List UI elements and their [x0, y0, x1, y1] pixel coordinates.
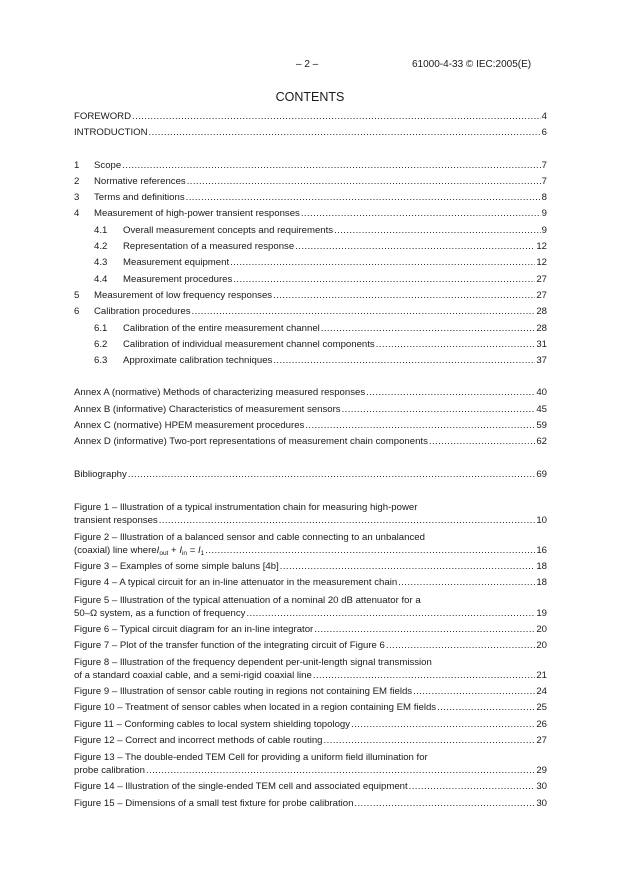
toc-entry[interactable] [74, 499, 547, 529]
dot-leader [314, 622, 535, 638]
toc-entry-last-line [74, 544, 547, 557]
toc-entry[interactable] [74, 779, 547, 795]
toc-entry-title: Figure 3 – Examples of some simple baluns [4b] [74, 560, 279, 572]
toc-entry-title: Measurement equipment [123, 257, 230, 269]
toc-page-number: 25 [536, 702, 547, 714]
toc-entry-title-line: (coaxial) line where [74, 544, 157, 556]
dot-leader [313, 669, 535, 682]
toc-entry-title: Representation of a measured response [123, 241, 295, 253]
formula-symbol: I [179, 544, 182, 556]
toc-page-number: 29 [536, 765, 547, 777]
dot-leader [273, 288, 535, 304]
toc-page-number: 10 [536, 514, 547, 526]
toc-entry-title: Measurement of high-power transient responses [94, 208, 300, 220]
toc-page-number: 4 [541, 111, 547, 122]
toc-entry[interactable] [74, 353, 547, 369]
dot-leader [273, 353, 535, 369]
dot-leader [122, 158, 540, 174]
dot-leader [246, 607, 535, 620]
toc-entry[interactable] [74, 190, 547, 206]
toc-entry-title-line: Figure 5 – Illustration of the typical attenuation of a nominal 20 dB attenuator for a [74, 594, 421, 606]
dot-leader [409, 779, 536, 795]
dot-leader [354, 796, 535, 812]
toc-entry[interactable] [74, 575, 547, 591]
toc-entry[interactable] [74, 749, 547, 779]
toc-entry-title: Bibliography [74, 468, 127, 480]
dot-leader [321, 321, 536, 337]
formula-subscript: 1 [200, 549, 205, 557]
toc-entry-number: 4.3 [94, 257, 108, 269]
dot-leader [301, 206, 541, 222]
toc-entry-number: 2 [74, 175, 80, 187]
toc-page-number: 30 [536, 781, 547, 793]
toc-page-number: 28 [536, 322, 547, 334]
toc-page-number: 24 [536, 686, 547, 698]
toc-entry[interactable] [74, 125, 547, 141]
toc-entry-title: Normative references [94, 175, 186, 187]
formula-operator: + [168, 544, 180, 556]
toc-entry[interactable] [74, 174, 547, 190]
toc-entry-number: 4.4 [94, 273, 108, 285]
toc-entry-title: Calibration of the entire measurement channel [123, 322, 320, 334]
toc-page-number: 16 [536, 544, 547, 556]
standard-reference: 61000-4-33 © IEC:2005(E) [412, 59, 532, 70]
toc-entry-number: 6.1 [94, 322, 108, 334]
toc-page-number: 18 [536, 577, 547, 589]
toc-entry-title-line: Figure 1 – Illustration of a typical instrumentation chain for measuring high-power [74, 501, 418, 513]
toc-page-number: 27 [536, 735, 547, 747]
toc-entry-title-line: probe calibration [74, 765, 145, 777]
dot-leader [398, 575, 535, 591]
toc-page-number: 31 [536, 338, 547, 350]
toc-entry-title: Figure 7 – Plot of the transfer function of the integrating circuit of Figure 6 [74, 639, 385, 651]
toc-entry-title: Annex C (normative) HPEM measurement procedures [74, 420, 305, 432]
dot-leader [437, 700, 535, 716]
toc-entry[interactable] [74, 206, 547, 222]
toc-entry[interactable] [74, 402, 547, 418]
toc-entry-title: Figure 15 – Dimensions of a small test fixture for probe calibration [74, 797, 354, 809]
toc-entry-title: Figure 14 – Illustration of the single-ended TEM cell and associated equipment [74, 781, 408, 793]
toc-entry[interactable] [74, 109, 547, 125]
toc-group-bibliography [74, 467, 547, 483]
dot-leader [334, 223, 541, 239]
formula-subscript: out [159, 549, 169, 557]
toc-page-number: 6 [541, 127, 547, 139]
toc-entry[interactable] [74, 684, 547, 700]
toc-entry-title-line: of a standard coaxial cable, and a semi-rigid coaxial line [74, 670, 312, 682]
toc-entry[interactable] [74, 622, 547, 638]
toc-entry-title: Annex B (informative) Characteristics of measurement sensors [74, 403, 341, 415]
toc-entry-number: 4 [74, 208, 80, 220]
toc-entry-title: Measurement procedures [123, 273, 233, 285]
dot-leader [305, 418, 535, 434]
dot-leader [186, 190, 541, 206]
toc-page-number: 12 [536, 241, 547, 253]
toc-page-number: 21 [536, 670, 547, 682]
toc-entry-title: Figure 6 – Typical circuit diagram for an in-line integrator [74, 623, 314, 635]
toc-entry[interactable] [74, 559, 547, 575]
toc-entry-number: 4.2 [94, 241, 108, 253]
toc-entry-title-line: transient responses [74, 514, 158, 526]
toc-entry-number: 1 [74, 159, 80, 171]
toc-page-number: 20 [536, 623, 547, 635]
toc-entry-title: Approximate calibration techniques [123, 355, 273, 367]
page-number: – 2 – [296, 59, 319, 70]
dot-leader [324, 733, 536, 749]
toc-entry[interactable] [74, 796, 547, 812]
toc-entry-title-line: Figure 2 – Illustration of a balanced sensor and cable connecting to an unbalanced [74, 531, 425, 543]
dot-leader [187, 174, 541, 190]
toc-entry[interactable] [74, 255, 547, 271]
dot-leader [159, 514, 536, 527]
toc-entry-number: 6.3 [94, 355, 108, 367]
dot-leader [429, 434, 535, 450]
toc-group-annexes [74, 385, 547, 450]
toc-entry-title: Figure 9 – Illustration of sensor cable routing in regions not containing EM fields [74, 686, 413, 698]
formula [157, 544, 205, 560]
toc-entry[interactable] [74, 272, 547, 288]
toc-page-number: 27 [536, 289, 547, 301]
toc-group-figures [74, 499, 547, 812]
toc-page-number: 62 [536, 436, 547, 448]
dot-leader [149, 125, 541, 141]
toc-entry-number: 6.2 [94, 338, 108, 350]
toc-page-number: 7 [541, 159, 547, 171]
toc-entry-last-line [74, 514, 547, 527]
toc-entry[interactable] [74, 654, 547, 684]
dot-leader [192, 304, 536, 320]
toc-entry[interactable] [74, 434, 547, 450]
toc-page-number: 9 [541, 208, 547, 220]
dot-leader [351, 717, 535, 733]
toc-entry[interactable] [74, 239, 547, 255]
toc-entry-number: 5 [74, 289, 80, 301]
toc-page-number: 12 [536, 257, 547, 269]
toc-page-number: 69 [536, 468, 547, 480]
toc-page-number: 8 [541, 192, 547, 204]
toc-entry[interactable] [74, 638, 547, 654]
toc-entry-number: 3 [74, 192, 80, 204]
toc-entry-title-line: Figure 8 – Illustration of the frequency dependent per-unit-length signal transmission [74, 657, 432, 669]
toc-entry-title: Terms and definitions [94, 192, 185, 204]
toc-entry-number: 4.1 [94, 224, 108, 236]
toc-group-front [74, 109, 547, 142]
toc-entry[interactable] [74, 223, 547, 239]
formula-subscript: in [181, 549, 188, 557]
dot-leader [132, 109, 541, 125]
toc-entry-title: FOREWORD [74, 111, 132, 122]
toc-entry[interactable] [74, 717, 547, 733]
toc-entry-title-line: 50–Ω system, as a function of frequency [74, 607, 246, 619]
dot-leader [230, 255, 535, 271]
toc-entry-title: Figure 11 – Conforming cables to local system shielding topology [74, 718, 351, 730]
toc-entry-title: INTRODUCTION [74, 127, 148, 139]
toc-entry[interactable] [74, 529, 547, 559]
dot-leader [295, 239, 535, 255]
toc-entry[interactable] [74, 467, 547, 483]
toc-entry-title: Calibration procedures [94, 306, 191, 318]
toc-entry-title: Measurement of low frequency responses [94, 289, 273, 301]
toc-entry[interactable] [74, 337, 547, 353]
toc-page-number: 18 [536, 560, 547, 572]
toc-page-number: 40 [536, 387, 547, 399]
contents-heading: CONTENTS [275, 90, 345, 104]
toc-entry-number: 6 [74, 306, 80, 318]
toc-entry[interactable] [74, 304, 547, 320]
toc-page-number: 9 [541, 224, 547, 236]
toc-entry[interactable] [74, 733, 547, 749]
toc-entry-title: Figure 12 – Correct and incorrect methods of cable routing [74, 735, 323, 747]
toc-group-clauses [74, 158, 547, 370]
toc-entry[interactable] [74, 592, 547, 622]
formula-operator: = [187, 544, 198, 556]
toc-entry-last-line [74, 764, 547, 777]
dot-leader [366, 385, 535, 401]
formula-symbol: I [156, 544, 160, 556]
toc-page-number: 28 [536, 306, 547, 318]
dot-leader [376, 337, 536, 353]
toc-page-number: 20 [536, 639, 547, 651]
toc-entry[interactable] [74, 158, 547, 174]
dot-leader [280, 559, 536, 575]
formula-symbol: I [197, 544, 201, 556]
toc-entry[interactable] [74, 700, 547, 716]
toc-page-number: 37 [536, 355, 547, 367]
toc-page-number: 19 [536, 607, 547, 619]
toc-page-number: 26 [536, 718, 547, 730]
toc-entry-title: Figure 10 – Treatment of sensor cables when located in a region containing EM fields [74, 702, 437, 714]
dot-leader [386, 638, 535, 654]
toc-entry-title: Annex A (normative) Methods of characterizing measured responses [74, 387, 366, 399]
dot-leader [233, 272, 535, 288]
toc-entry[interactable] [74, 288, 547, 304]
toc-entry[interactable] [74, 321, 547, 337]
toc-entry-last-line [74, 607, 547, 620]
toc-entry-title-line: Figure 13 – The double-ended TEM Cell for providing a uniform field illumination for [74, 752, 428, 764]
dot-leader [146, 764, 535, 777]
toc-page-number: 59 [536, 420, 547, 432]
dot-leader [128, 467, 536, 483]
toc-page-number: 27 [536, 273, 547, 285]
toc-page-number: 45 [536, 403, 547, 415]
dot-leader [342, 402, 536, 418]
toc-entry[interactable] [74, 418, 547, 434]
toc-entry-title: Figure 4 – A typical circuit for an in-line attenuator in the measurement chain [74, 577, 398, 589]
toc-entry-last-line [74, 669, 547, 682]
toc-entry[interactable] [74, 385, 547, 401]
dot-leader [205, 544, 535, 557]
toc-page-number: 30 [536, 797, 547, 809]
toc-page-number: 7 [541, 175, 547, 187]
toc-entry-title: Calibration of individual measurement channel components [123, 338, 375, 350]
dot-leader [413, 684, 535, 700]
toc-entry-title: Overall measurement concepts and requirements [123, 224, 334, 236]
toc-entry-title: Annex D (informative) Two-port representations of measurement chain components [74, 436, 428, 448]
table-of-contents [74, 109, 547, 812]
toc-entry-title: Scope [94, 159, 122, 171]
